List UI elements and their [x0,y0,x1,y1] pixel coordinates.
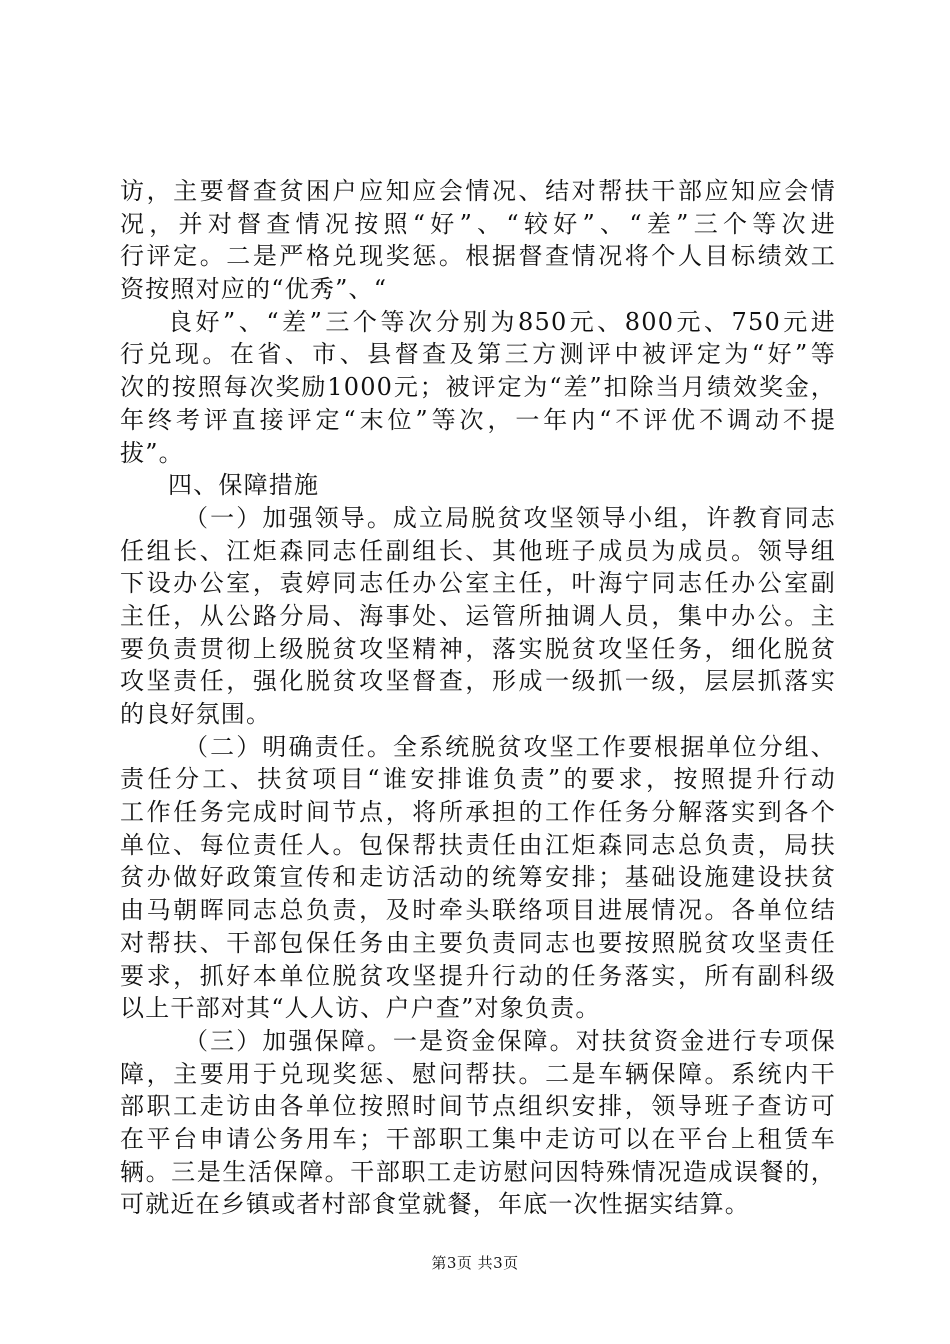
text-line: （三）加强保障。一是资金保障。对扶贫资金进行专项保 [184,1026,836,1055]
text-line: 要求，抓好本单位脱贫攻坚提升行动的任务落实，所有副科级 [120,961,836,990]
text-line: 年终考评直接评定“末位”等次，一年内“不评优不调动不提 [120,405,836,434]
text-line: 行兑现。在省、市、县督查及第三方测评中被评定为“好”等 [120,340,836,369]
text-line: 次的按照每次奖励1000元；被评定为“差”扣除当月绩效奖金， [120,373,836,402]
page-number: 第3页 共3页 [431,1254,519,1272]
section-heading: 四、保障措施 [168,471,320,500]
text-line: 主任，从公路分局、海事处、运管所抽调人员，集中办公。主 [120,601,836,630]
text-line: 辆。三是生活保障。干部职工走访慰问因特殊情况造成误餐的， [120,1157,836,1186]
text-line: 攻坚责任，强化脱贫攻坚督查，形成一级抓一级，层层抓落实 [120,667,836,696]
text-line: 下设办公室，袁婷同志任办公室主任，叶海宁同志任办公室副 [120,569,836,598]
text-line: 要负责贯彻上级脱贫攻坚精神，落实脱贫攻坚任务，细化脱贫 [120,634,836,663]
text-line: （二）明确责任。全系统脱贫攻坚工作要根据单位分组、 [184,732,836,761]
text-line: 资按照对应的“优秀”、“ [120,275,388,304]
document-body [120,175,836,1221]
text-line: 单位、每位责任人。包保帮扶责任由江炬森同志总负责，局扶 [120,830,836,859]
text-line: 行评定。二是严格兑现奖惩。根据督查情况将个人目标绩效工 [120,242,836,271]
text-line: 拔”。 [120,438,184,467]
text-line: 访，主要督查贫困户应知应会情况、结对帮扶干部应知应会情 [120,177,836,205]
text-line: 良好”、“差”三个等次分别为850元、800元、750元进 [168,307,836,336]
text-line: 可就近在乡镇或者村部食堂就餐，年底一次性据实结算。 [120,1190,750,1219]
text-line: 贫办做好政策宣传和走访活动的统筹安排；基础设施建设扶贫 [120,863,836,892]
text-line: 的良好氛围。 [120,700,272,728]
text-line: 在平台申请公务用车；干部职工集中走访可以在平台上租赁车 [120,1124,836,1153]
text-line: 责任分工、扶贫项目“谁安排谁负责”的要求，按照提升行动 [120,765,836,794]
text-line: 部职工走访由各单位按照时间节点组织安排，领导班子查访可 [120,1092,836,1121]
text-line: 由马朝晖同志总负责，及时牵头联络项目进展情况。各单位结 [120,896,836,925]
text-line: 对帮扶、干部包保任务由主要负责同志也要按照脱贫攻坚责任 [120,928,836,957]
text-line: 工作任务完成时间节点，将所承担的工作任务分解落实到各个 [120,798,836,827]
text-line: 况，并对督查情况按照“好”、“较好”、“差”三个等次进 [120,209,836,238]
text-line: 以上干部对其“人人访、户户查”对象负责。 [120,994,601,1023]
text-line: （一）加强领导。成立局脱贫攻坚领导小组，许教育同志 [184,503,836,532]
text-line: 障，主要用于兑现奖惩、慰问帮扶。二是车辆保障。系统内干 [120,1059,836,1088]
text-line: 任组长、江炬森同志任副组长、其他班子成员为成员。领导组 [120,536,836,565]
